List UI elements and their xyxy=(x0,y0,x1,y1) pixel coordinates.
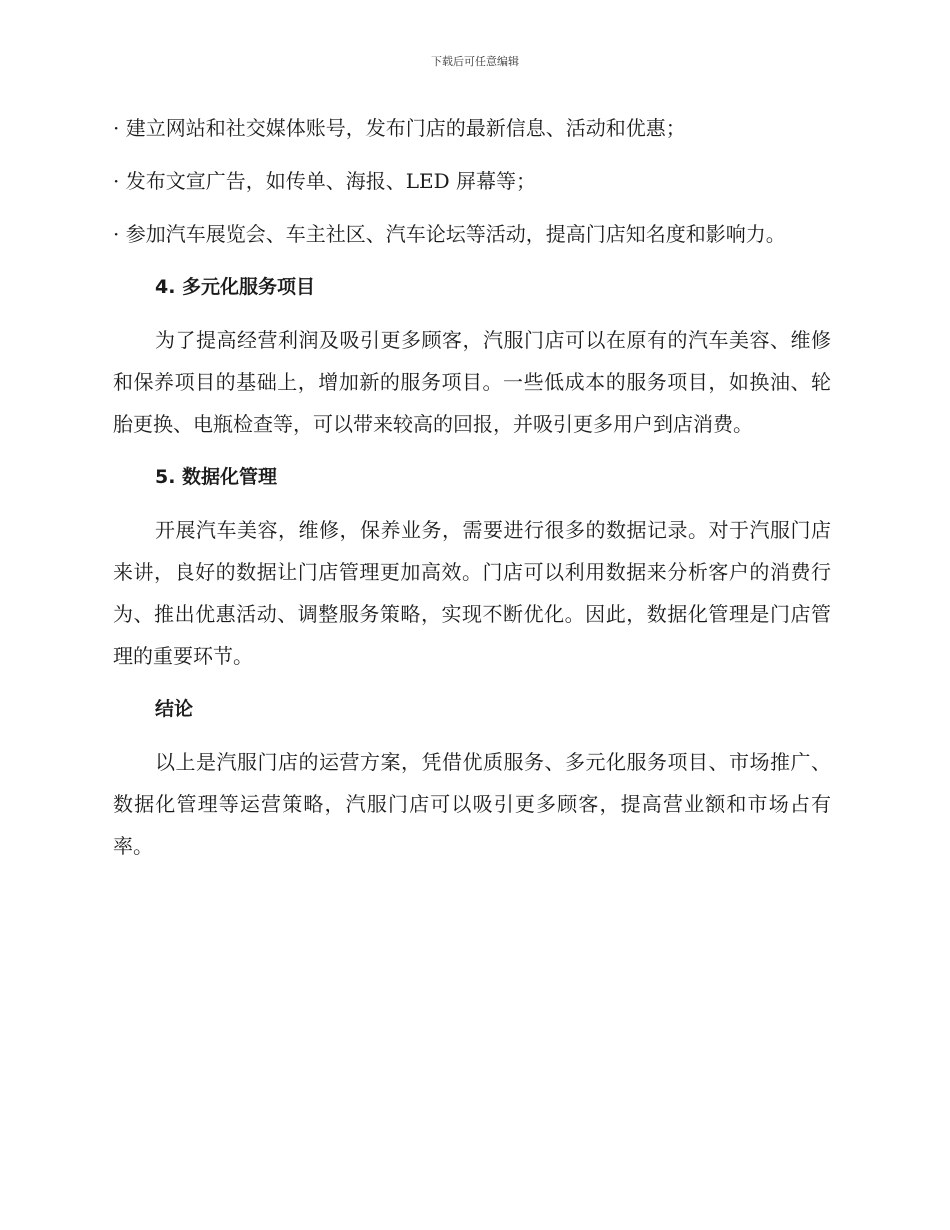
bullet-website-social: · 建立网站和社交媒体账号，发布门店的最新信息、活动和优惠； xyxy=(113,116,686,140)
document-body xyxy=(113,107,831,878)
conclusion-heading: 结论 xyxy=(155,698,194,720)
section-4-heading: 4. 多元化服务项目 xyxy=(155,276,316,298)
bullet-ads: · 发布文宣广告，如传单、海报、LED 屏幕等； xyxy=(113,169,536,193)
section-5-heading: 5. 数据化管理 xyxy=(155,466,278,488)
conclusion-paragraph: 以上是汽服门店的运营方案，凭借优质服务、多元化服务项目、市场推广、数据化管理等运营策略，汽服门店可以吸引更多顾客，提高营业额和市场占有率。 xyxy=(113,750,831,858)
bullet-events: · 参加汽车展览会、车主社区、汽车论坛等活动，提高门店知名度和影响力。 xyxy=(113,222,786,246)
header-note: 下载后可任意编辑 xyxy=(431,55,519,68)
section-5-paragraph: 开展汽车美容，维修，保养业务，需要进行很多的数据记录。对于汽服门店来讲，良好的数据让门店管理更加高效。门店可以利用数据来分析客户的消费行为、推出优惠活动、调整服务策略，实现不断优化。因此，数据化管理是门店管理的重要环节。 xyxy=(113,518,831,668)
section-4-paragraph: 为了提高经营利润及吸引更多顾客，汽服门店可以在原有的汽车美容、维修和保养项目的基础上，增加新的服务项目。一些低成本的服务项目，如换油、轮胎更换、电瓶检查等，可以带来较高的回报，并吸引更多用户到店消费。 xyxy=(113,328,831,436)
